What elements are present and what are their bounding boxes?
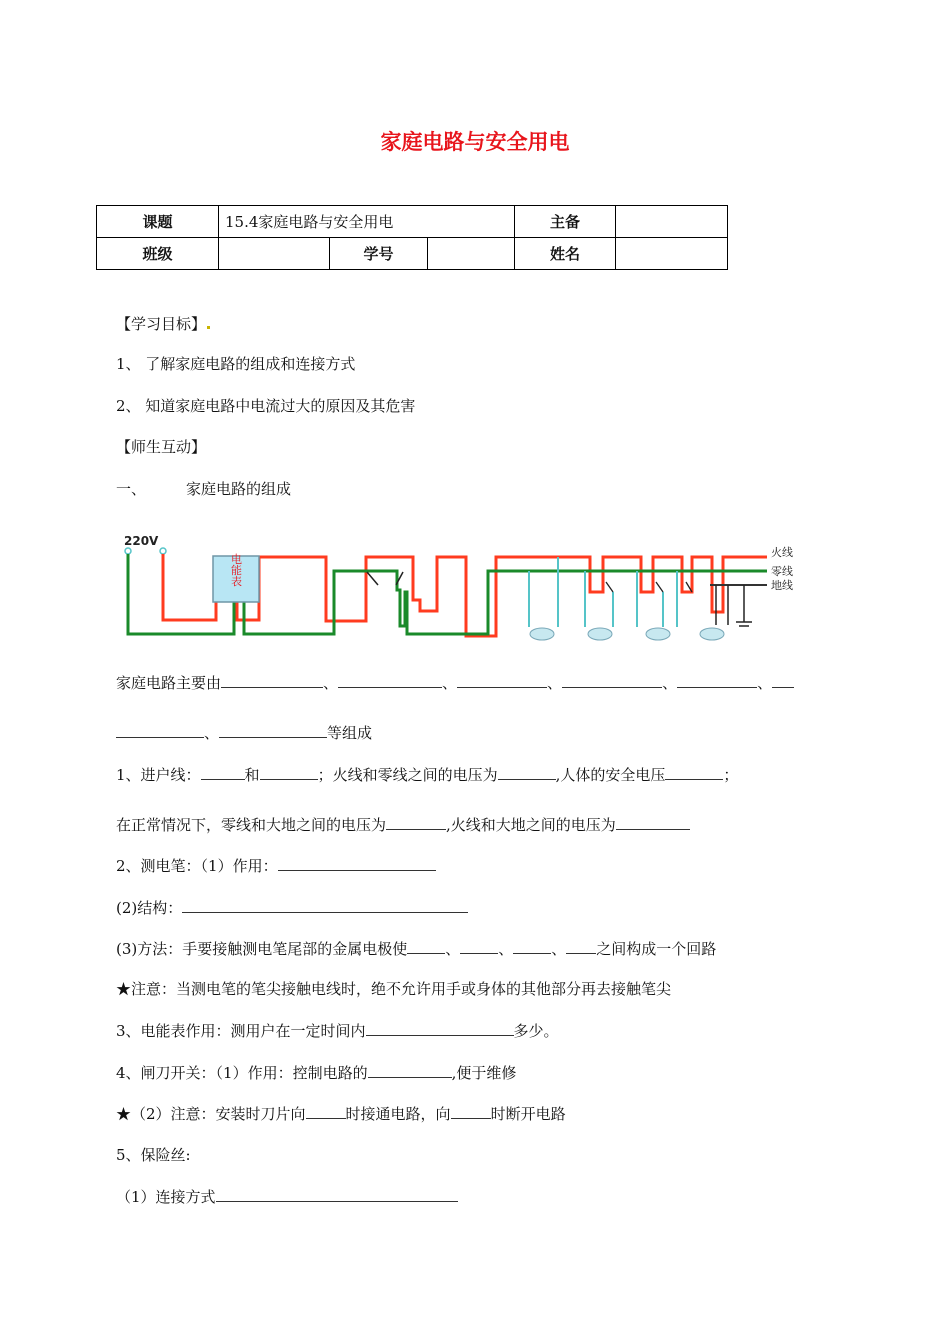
question-2-structure: (2)结构： bbox=[116, 897, 468, 918]
lamp-icon bbox=[646, 628, 670, 640]
live-wire-label: 火线 bbox=[771, 546, 793, 559]
energy-meter-label: 电能表 bbox=[229, 553, 243, 587]
neutral-wire-label: 零线 bbox=[771, 565, 793, 578]
objective-1: 1、 了解家庭电路的组成和连接方式 bbox=[116, 355, 356, 373]
student-id-label: 学号 bbox=[330, 238, 428, 270]
note-test-pen: ★注意：当测电笔的笔尖接触电线时，绝不允许用手或身体的其他部分再去接触笔尖 bbox=[116, 980, 672, 998]
lamp-icon bbox=[700, 628, 724, 640]
socket-icon bbox=[716, 585, 752, 626]
composition-line-2: 、 等组成 bbox=[116, 722, 372, 743]
lamps bbox=[530, 628, 724, 640]
class-value[interactable] bbox=[219, 238, 330, 270]
topic-value: 15.4家庭电路与安全用电 bbox=[219, 206, 515, 238]
question-5-connection: （1）连接方式 bbox=[116, 1186, 458, 1207]
composition-line-1: 家庭电路主要由 、 、 、 、 、 bbox=[116, 672, 794, 693]
question-1-cont: 在正常情况下，零线和大地之间的电压为 ,火线和大地之间的电压为 bbox=[116, 814, 690, 835]
section-1-title: 家庭电路的组成 bbox=[186, 480, 292, 498]
table-row bbox=[97, 206, 728, 238]
question-5: 5、保险丝: bbox=[116, 1146, 191, 1164]
objectives-heading: 【学习目标】 bbox=[116, 314, 211, 334]
name-label: 姓名 bbox=[515, 238, 616, 270]
question-3: 3、电能表作用：测用户在一定时间内 多少。 bbox=[116, 1022, 559, 1040]
question-2-method: (3)方法：手要接触测电笔尾部的金属电极使 、 、 、 之间构成一个回路 bbox=[116, 940, 717, 958]
household-circuit-diagram bbox=[112, 530, 822, 650]
lesson-info-table bbox=[96, 205, 728, 270]
class-label: 班级 bbox=[97, 238, 219, 270]
topic-label: 课题 bbox=[97, 206, 219, 238]
objective-2: 2、 知道家庭电路中电流过大的原因及其危害 bbox=[116, 397, 416, 415]
preparer-value[interactable] bbox=[616, 206, 728, 238]
preparer-label: 主备 bbox=[515, 206, 616, 238]
voltage-label: 220V bbox=[124, 534, 159, 548]
lamp-icon bbox=[530, 628, 554, 640]
ground-wire-label: 地线 bbox=[771, 579, 793, 592]
input-terminals bbox=[125, 548, 166, 554]
question-4: 4、闸刀开关：（1）作用：控制电路的 ,便于维修 bbox=[116, 1064, 517, 1082]
section-1-number: 一、 bbox=[116, 480, 147, 498]
table-row bbox=[97, 238, 728, 270]
section-1-heading bbox=[116, 479, 291, 499]
question-4-note: ★（2）注意：安装时刀片向 时接通电路，向 时断开电路 bbox=[116, 1105, 566, 1123]
document-title: 家庭电路与安全用电 bbox=[380, 130, 570, 154]
interaction-heading: 【师生互动】 bbox=[116, 438, 207, 456]
student-id-value[interactable] bbox=[428, 238, 515, 270]
name-value[interactable] bbox=[616, 238, 728, 270]
lamp-icon bbox=[588, 628, 612, 640]
question-2-function: 2、测电笔：（1）作用： bbox=[116, 855, 436, 876]
question-1: 1、进户线： 和 ；火线和零线之间的电压为 ,人体的安全电压 ； bbox=[116, 766, 739, 784]
